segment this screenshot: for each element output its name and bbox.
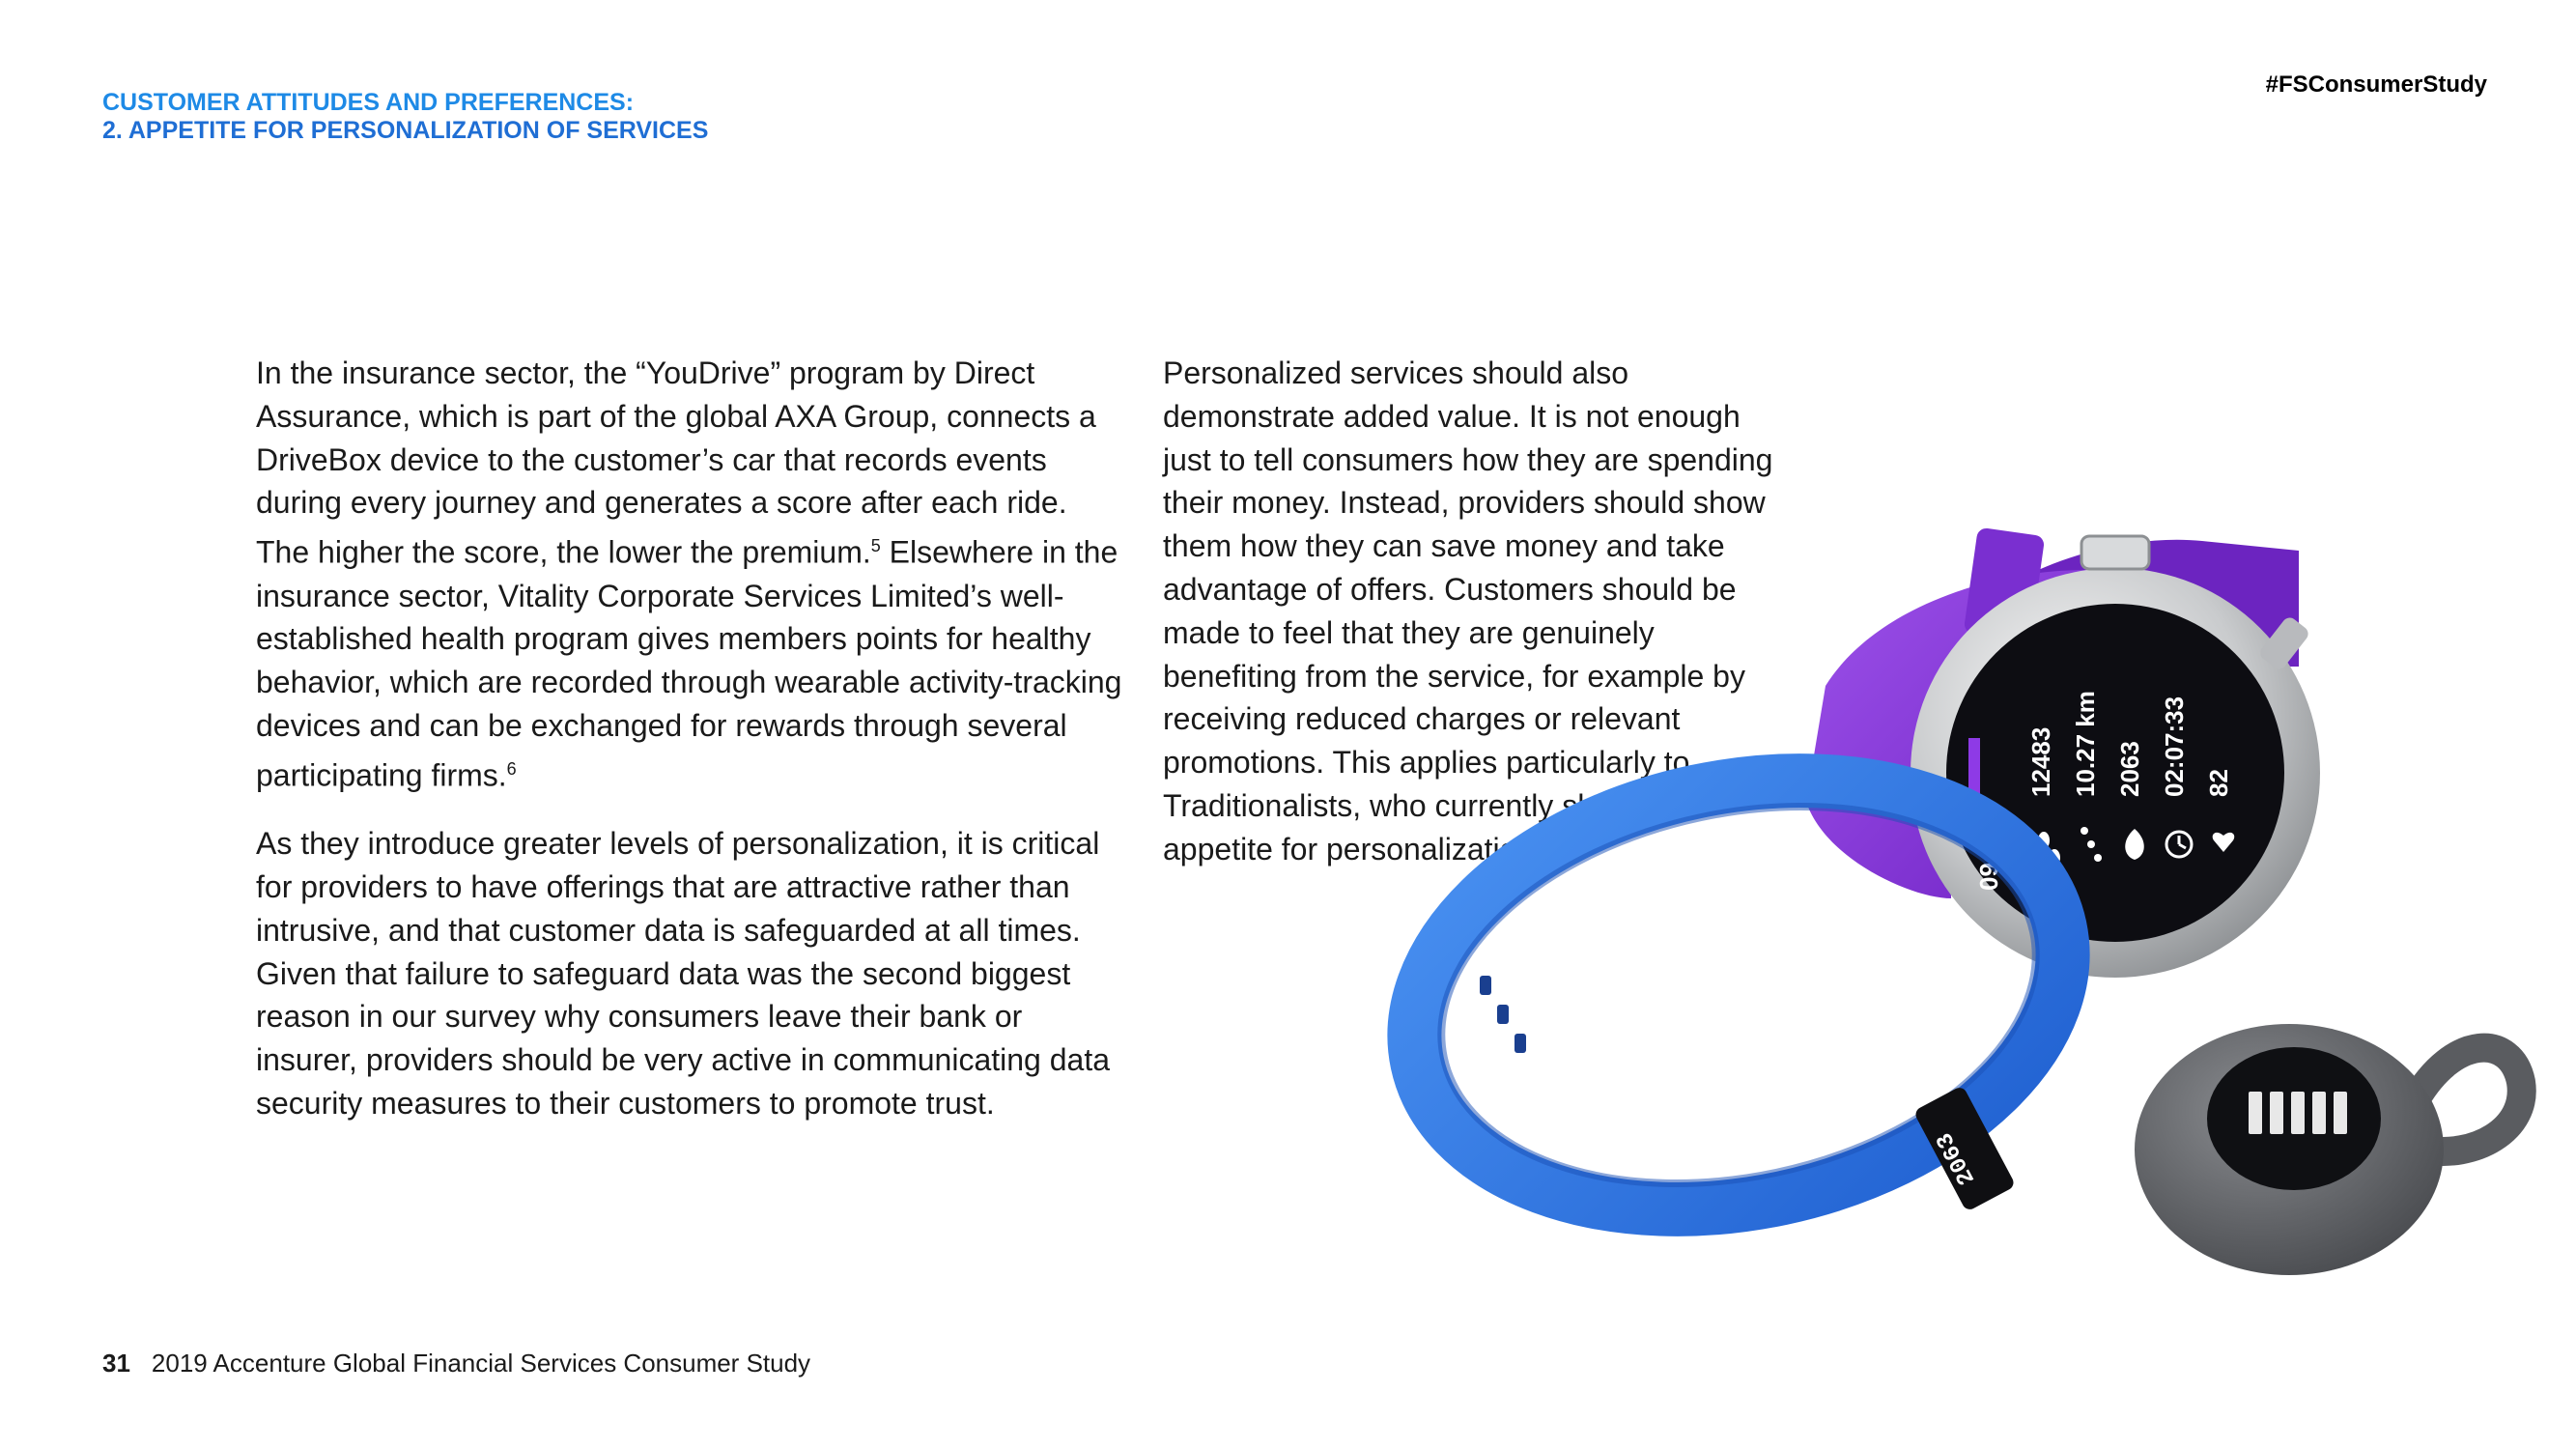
fitness-band: [1374, 724, 2104, 1266]
hashtag-label: #FSConsumerStudy: [2265, 71, 2487, 98]
footnote-ref: 6: [506, 758, 517, 779]
page-number: 31: [102, 1349, 130, 1378]
paragraph-text: In the insurance sector, the “YouDrive” program by Direct Assurance, which is part of the global AXA Group, connects a DriveBox device to the customer’s car that records events during every journey and generates a score after each ride. The higher the score, the lower the premium.: [256, 355, 1096, 570]
paragraph-youdrive: [256, 352, 1125, 797]
paragraph-added-value: Personalized services should also demonstrate added value. It is not enough just to tell consumers how they are spending their money. Instead, providers should show them how they can save money and take advantage of offers. Customers should be made to feel that they are genuinely benefiting from the service, for example by receiving reduced charges or relevant promotions. This applies particularly to Traditionalists, who currently show little appetite for personalization.: [1163, 355, 1773, 867]
left-text-column: [256, 352, 1125, 1151]
watch-crown: [2081, 536, 2149, 569]
paragraph-data-security: As they introduce greater levels of personalization, it is critical for providers to have offerings that are attractive rather than intrusive, and that customer data is safeguarded at all times. Given that failure to safeguard data was the second biggest reason in our survey why consumers leave their bank or insurer, providers should be very active in communicating data security measures to their customers to promote trust.: [256, 826, 1110, 1122]
watch-steps: 12483: [2026, 726, 2055, 797]
watch-time: 09:57: [1974, 826, 2003, 891]
section-title-line2: 2. APPETITE FOR PERSONALIZATION OF SERVICES: [102, 117, 709, 144]
footnote-ref: 5: [870, 536, 881, 556]
band-strap-holes: [1480, 976, 1526, 1053]
document-title: 2019 Accenture Global Financial Services Consumer Study: [151, 1349, 811, 1378]
band-display-value: 2063: [1932, 1127, 1982, 1189]
page-footer: [102, 1349, 810, 1378]
watch-distance: 10.27 km: [2071, 691, 2100, 797]
watch-calories: 2063: [2115, 741, 2144, 797]
paragraph-text: Elsewhere in the insurance sector, Vitality Corporate Services Limited’s well-established health program gives members points for healthy behavior, which are recorded through wearable activity-tracking devices and can be exchanged for rewards through several participating firms.: [256, 534, 1122, 793]
wearables-illustration: [1372, 493, 2569, 1323]
clip-tracker: [2135, 1024, 2522, 1275]
section-title-line1: CUSTOMER ATTITUDES AND PREFERENCES:: [102, 89, 635, 116]
watch-duration: 02:07:33: [2160, 696, 2189, 797]
watch-heart-rate: 82: [2204, 769, 2233, 797]
section-header: [102, 89, 708, 145]
watch-accent-bar: [1968, 738, 1980, 794]
